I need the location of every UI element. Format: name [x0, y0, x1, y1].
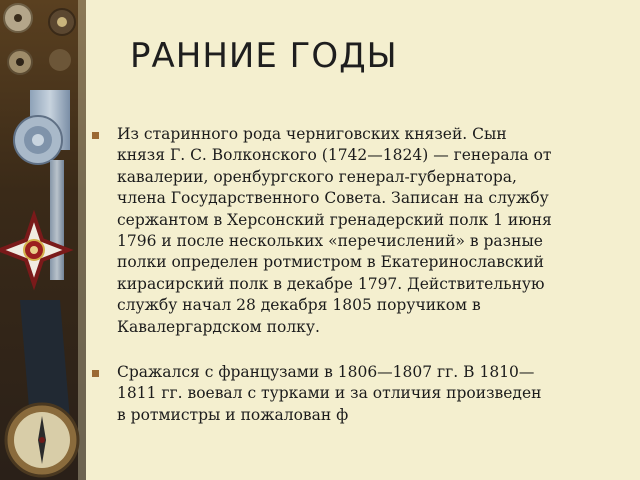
bullet-square-icon: [92, 132, 99, 139]
paragraph-text: Из старинного рода черниговских князей. Сын князя Г. С. Волконского (1742—1824) — генерала от кавалерии, оренбургского генерал-губернатора, члена Государственного Совета. Записан на службу сержантом в Херсонский гренадерский полк 1 июня 1796 и после нескольких «перечислений» в разные полки определен ротмистром в Екатеринославский кирасирский полк в декабре 1797. Действительную службу начал 28 декабря 1805 поручиком в Кавалергардском полку.: [117, 125, 552, 336]
bullet-square-icon: [92, 370, 99, 377]
slide-title: РАННИЕ ГОДЫ: [130, 36, 398, 76]
bullet-paragraph-2: [92, 362, 552, 426]
slide-body: [92, 124, 552, 450]
paragraph-text: Сражался с французами в 1806—1807 гг. В 1810—1811 гг. воевал с турками и за отличия произведен в ротмистры и пожалован ф: [117, 363, 542, 424]
bullet-paragraph-1: [92, 124, 552, 338]
decorative-sidebar: [0, 0, 86, 480]
compass-icon: [6, 404, 78, 476]
